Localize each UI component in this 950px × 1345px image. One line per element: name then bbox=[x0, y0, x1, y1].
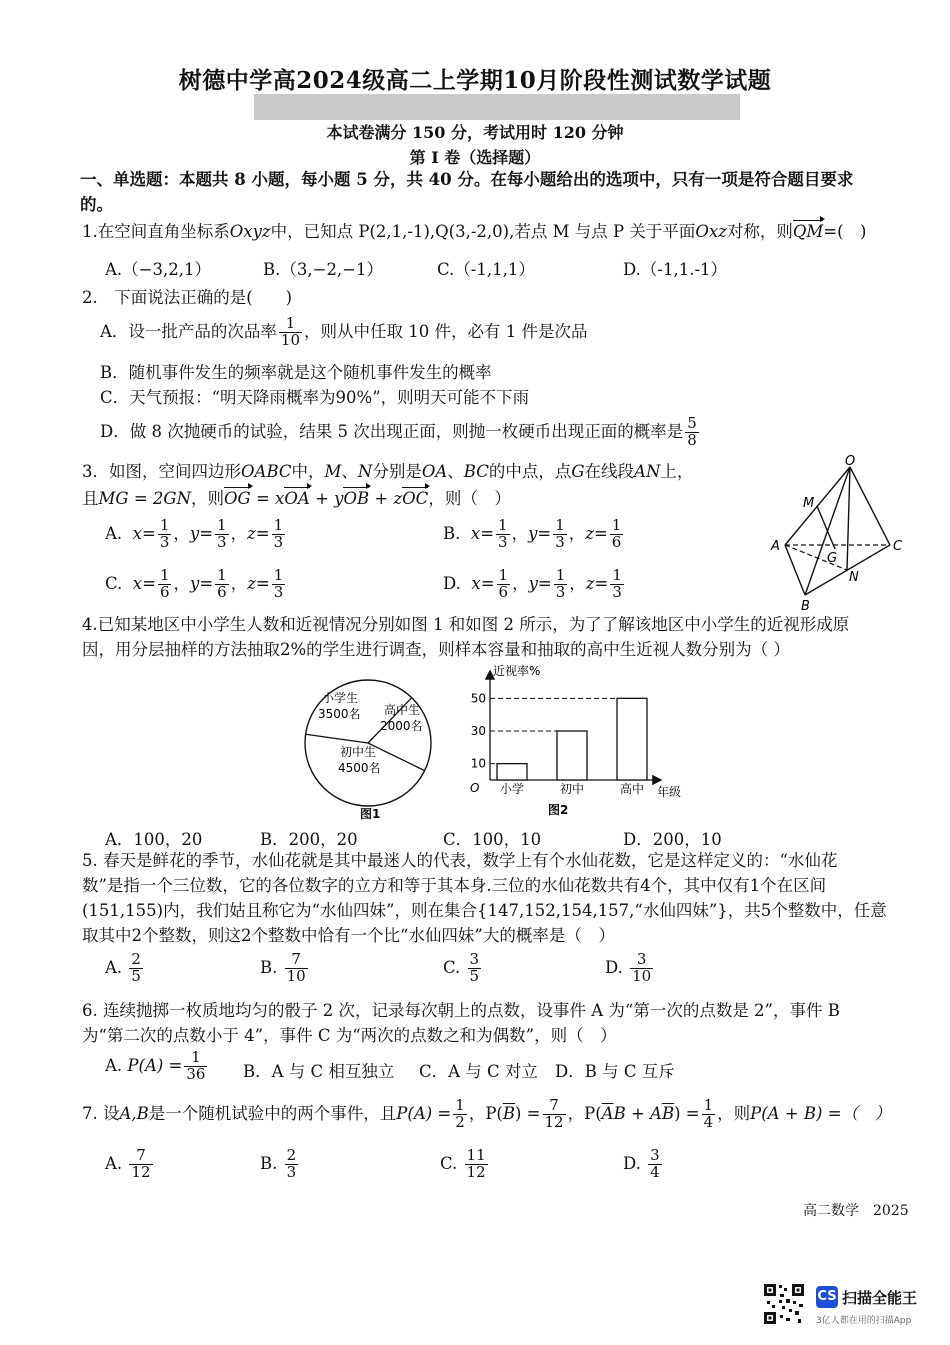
volume-label: 第 I 卷（选择题） bbox=[409, 148, 541, 167]
scanner-app-name: 扫描全能王 bbox=[842, 1289, 918, 1307]
q5-option-d: D. $\frac{3}{10}$ bbox=[605, 950, 652, 985]
segment-on bbox=[847, 467, 850, 570]
q5-line3: (151,155)内，我们姑且称它为“水仙四妹”，则在集合{147,152,154,157,“水仙四妹”}，共5个整数中，任意 bbox=[82, 901, 887, 920]
q1-option-a: A.（−3,2,1） bbox=[105, 260, 211, 279]
x-tick-label-1: 初中 bbox=[559, 782, 585, 796]
segment-an-hidden bbox=[785, 545, 847, 570]
label-m: M bbox=[803, 496, 815, 511]
pie-label-primary-count: 3500名 bbox=[318, 707, 361, 721]
q7-stem: 7. 设A,B是一个随机试验中的两个事件，且P(A) = $\frac{1}{2}$ ，$P(\overline{B})$ = $\frac{7}{12}$ ，$P(\overline{A}B + A\overline{B})$ = $\frac{1}{4}$ ，则P(A + B) =（ ） bbox=[82, 1096, 892, 1131]
q6-line2: 为“第二次的点数小于 4”，事件 C 为“两次的点数之和为偶数”，则（ ） bbox=[82, 1026, 617, 1045]
q6-line1: 6. 连续抛掷一枚质地均匀的骰子 2 次，记录每次朝上的点数，设事件 A 为“第一次的点数是 2”，事件 B bbox=[82, 1001, 840, 1020]
qr-code-icon[interactable] bbox=[762, 1282, 806, 1326]
redacted-bar bbox=[254, 94, 740, 120]
pie-divider-0 bbox=[306, 734, 368, 743]
q1-option-b: B.（3,−2,−1） bbox=[263, 260, 384, 279]
q2-option-a: A．设一批产品的次品率 $\frac{1}{10}$ ，则从中任取 10 件，必有 1 件是次品 bbox=[100, 314, 588, 349]
pie-label-senior-count: 2000名 bbox=[380, 719, 423, 733]
pie-label-senior-name: 高中生 bbox=[384, 703, 421, 717]
origin-label: O bbox=[470, 781, 480, 795]
q3-option-c: C. x= $\frac{1}{6}$ ，y= $\frac{1}{6}$ ，z= $\frac{1}{3}$ bbox=[105, 566, 284, 601]
bar-chart-figure2 bbox=[465, 660, 700, 820]
pie-caption: 图1 bbox=[360, 807, 381, 820]
bar-caption: 图2 bbox=[548, 803, 569, 817]
q2-stem: 2. 下面说法正确的是( ) bbox=[82, 288, 293, 307]
bar-小学 bbox=[497, 764, 527, 780]
footer-subject: 高二数学 2025 bbox=[803, 1203, 909, 1219]
pie-chart-figure1 bbox=[300, 670, 440, 820]
y-axis-label: 近视率% bbox=[493, 664, 541, 678]
section-heading-cont: 的。 bbox=[80, 195, 113, 214]
q5-option-a: A. $\frac{2}{5}$ bbox=[105, 950, 141, 985]
q6-option-c: C．A 与 C 对立 bbox=[419, 1062, 538, 1081]
label-c: C bbox=[893, 539, 903, 554]
q5-line2: 数”是指一个三位数，它的各位数字的立方和等于其本身.三位的水仙花数共有4个，其中仅有1个在区间 bbox=[82, 876, 827, 895]
q5-line4: 取其中2个整数，则这2个整数中恰有一个比“水仙四妹”大的概率是（ ） bbox=[82, 926, 615, 945]
label-b: B bbox=[801, 599, 810, 614]
q2-option-b: B．随机事件发生的频率就是这个随机事件发生的概率 bbox=[100, 363, 492, 382]
label-g: G bbox=[827, 551, 838, 566]
q3-stem: 3．如图，空间四边形OABC中，M、N分别是OA、BC的中点，点G在线段AN上， bbox=[82, 462, 694, 481]
y-tick-label-1: 30 bbox=[470, 724, 486, 738]
q3-option-d: D. x= $\frac{1}{6}$ ，y= $\frac{1}{3}$ ，z= $\frac{1}{3}$ bbox=[443, 566, 622, 601]
q7-option-c: C. $\frac{11}{12}$ bbox=[440, 1146, 486, 1181]
section-heading: 一、单选题：本题共 8 小题，每小题 5 分，共 40 分。在每小题给出的选项中，只有一项是符合题目要求 bbox=[80, 170, 854, 189]
q4-option-c: C．100，10 bbox=[443, 830, 542, 849]
y-tick-label-0: 10 bbox=[470, 756, 486, 771]
q5-option-b: B. $\frac{7}{10}$ bbox=[260, 950, 306, 985]
q5-line1: 5. 春天是鲜花的季节，水仙花就是其中最迷人的代表，数学上有个水仙花数，它是这样定义的：“水仙花 bbox=[82, 851, 838, 870]
scanner-app-logo-icon[interactable]: CS bbox=[816, 1286, 838, 1308]
q5-option-c: C. $\frac{3}{5}$ bbox=[443, 950, 480, 985]
q3-option-a: A. x= $\frac{1}{3}$ ，y= $\frac{1}{3}$ ，z= $\frac{1}{3}$ bbox=[105, 516, 284, 551]
exam-meta: 本试卷满分 150 分，考试用时 120 分钟 bbox=[326, 123, 624, 142]
q1-option-c: C.（-1,1,1） bbox=[437, 260, 535, 279]
pie-label-junior-name: 初中生 bbox=[340, 745, 377, 759]
q3-condition: 且MG = 2GN，则OG = xOA + yOB + zOC，则（ ） bbox=[82, 489, 511, 508]
bar-高中 bbox=[617, 698, 647, 780]
q7-option-b: B. $\frac{2}{3}$ bbox=[260, 1146, 297, 1181]
pie-label-junior-count: 4500名 bbox=[338, 761, 381, 775]
q1-option-d: D.（-1,1.-1） bbox=[623, 260, 728, 279]
q4-stem-line2: 因，用分层抽样的方法抽取2%的学生进行调查，则样本容量和抽取的高中生近视人数分别为（ ） bbox=[82, 640, 790, 659]
segment-mg bbox=[817, 506, 835, 549]
q7-option-a: A. $\frac{7}{12}$ bbox=[105, 1146, 151, 1181]
bar-初中 bbox=[557, 731, 587, 780]
label-a: A bbox=[771, 539, 780, 554]
pie-label-primary-name: 小学生 bbox=[322, 691, 359, 705]
q1-stem: 1.在空间直角坐标系Oxyz中，已知点 P(2,1,-1),Q(3,-2,0),若点 M 与点 P 关于平面Oxz对称，则QM=( ) bbox=[82, 222, 867, 241]
exam-title: 树德中学高2024级高二上学期10月阶段性测试数学试题 bbox=[178, 67, 772, 94]
x-tick-label-0: 小学 bbox=[499, 782, 525, 796]
label-o: O bbox=[845, 455, 856, 469]
q2-option-d: D．做 8 次抛硬币的试验，结果 5 次出现正面，则抛一枚硬币出现正面的概率是 $\frac{5}{8}$ bbox=[100, 414, 697, 449]
q6-option-d: D．B 与 C 互斥 bbox=[555, 1062, 675, 1081]
q3-option-b: B. x= $\frac{1}{3}$ ，y= $\frac{1}{3}$ ，z= $\frac{1}{6}$ bbox=[443, 516, 622, 551]
edge-oc bbox=[850, 467, 890, 545]
label-n: N bbox=[849, 570, 859, 585]
scanner-app-tagline: 3亿人都在用的扫描App bbox=[816, 1316, 912, 1326]
q7-option-d: D. $\frac{3}{4}$ bbox=[623, 1146, 660, 1181]
q6-option-a: A. P(A) = $\frac{1}{36}$ bbox=[105, 1048, 206, 1083]
q2-option-c: C．天气预报：“明天降雨概率为90%”，则明天可能不下雨 bbox=[100, 388, 530, 407]
y-tick-label-2: 50 bbox=[470, 691, 486, 706]
q4-option-b: B．200，20 bbox=[260, 830, 358, 849]
vector-qm: QM bbox=[792, 222, 824, 241]
q4-option-d: D．200，10 bbox=[623, 830, 722, 849]
q4-stem-line1: 4.已知某地区中小学生人数和近视情况分别如图 1 和如图 2 所示，为了了解该地区中小学生的近视形成原 bbox=[82, 615, 850, 634]
x-axis-label: 年级 bbox=[657, 785, 682, 799]
tetrahedron-figure bbox=[765, 455, 915, 615]
x-tick-label-2: 高中 bbox=[619, 782, 645, 796]
q6-option-b: B．A 与 C 相互独立 bbox=[243, 1062, 395, 1081]
q4-option-a: A．100，20 bbox=[105, 830, 203, 849]
